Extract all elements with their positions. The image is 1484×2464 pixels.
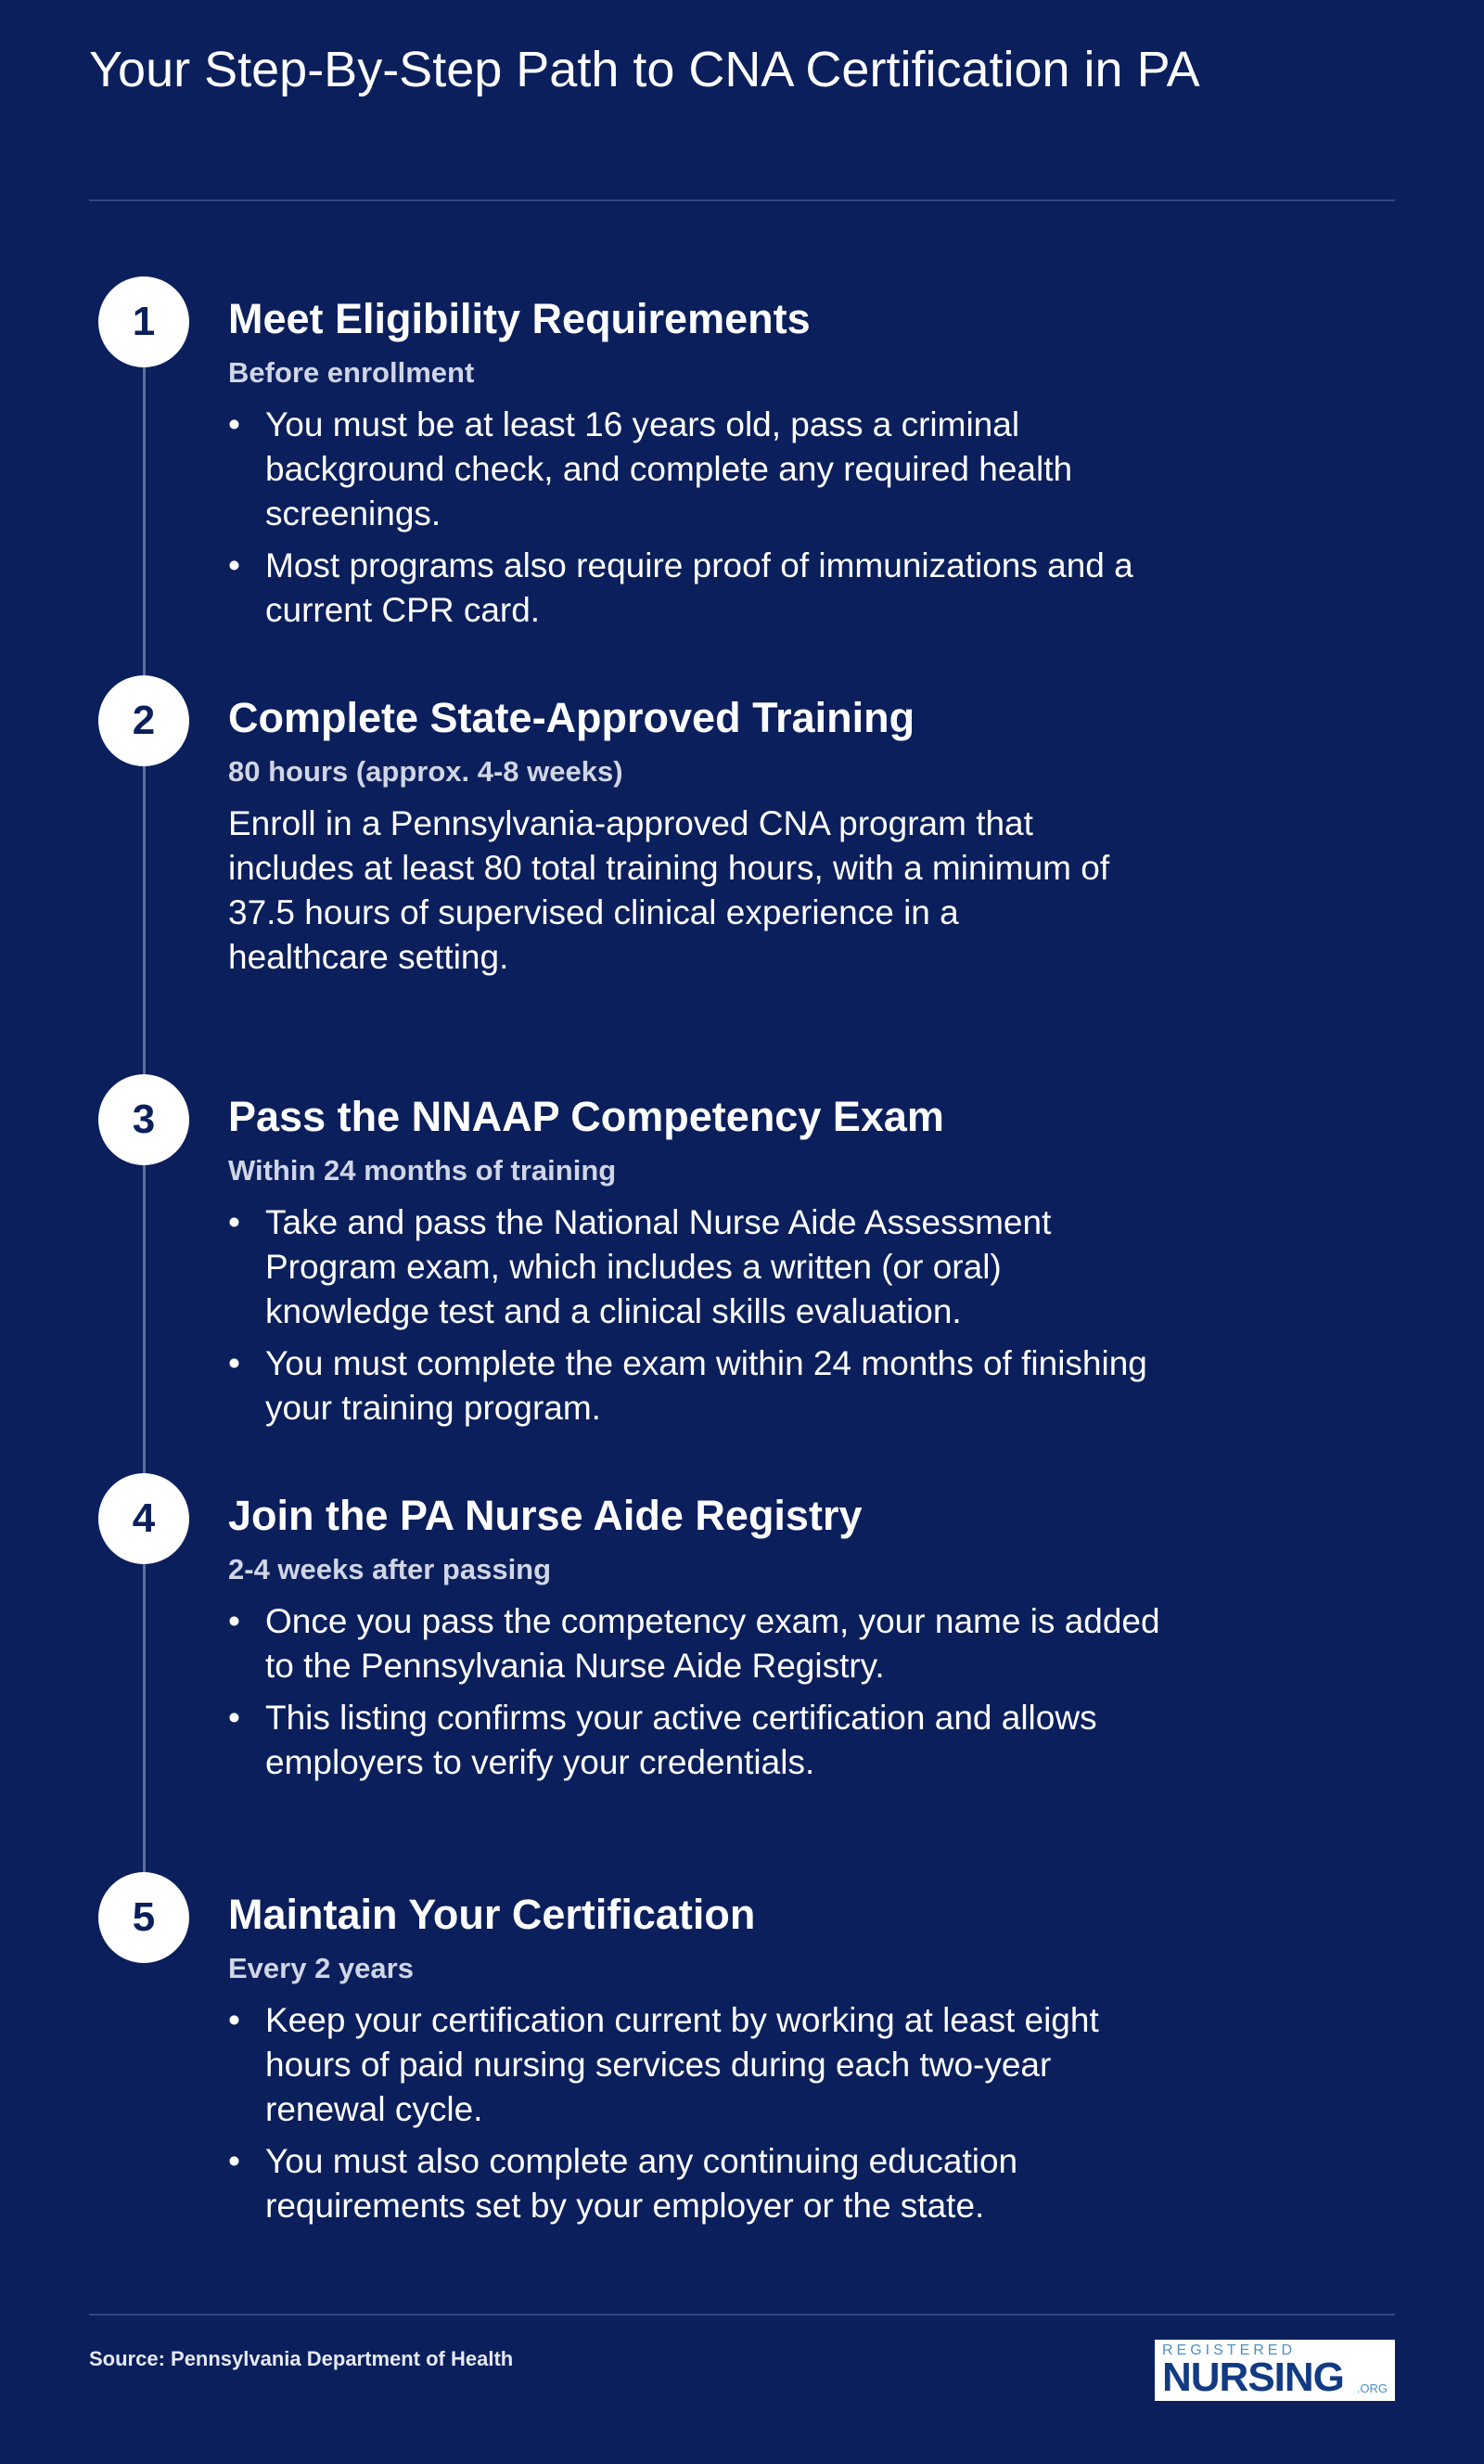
logo-suffix-text: .ORG — [1356, 2381, 1388, 2395]
step-body — [228, 403, 1165, 640]
step-body — [228, 1599, 1165, 1792]
list-item: • You must also complete any continuing education requirements set by your employer or the state. — [228, 2139, 1165, 2228]
step-number-badge: 4 — [98, 1473, 189, 1564]
list-item: • You must be at least 16 years old, pass a criminal background check, and complete any required health screenings. — [228, 403, 1165, 536]
list-item: • You must complete the exam within 24 months of finishing your training program. — [228, 1341, 1165, 1431]
bullet-list — [228, 403, 1165, 633]
logo-main-text: NURSING — [1162, 2355, 1344, 2400]
list-item: • Once you pass the competency exam, your name is added to the Pennsylvania Nurse Aide Registry. — [228, 1599, 1165, 1688]
step-subtitle: Before enrollment — [228, 356, 475, 389]
list-item: • This listing confirms your active certification and allows employers to verify your credentials. — [228, 1696, 1165, 1785]
step-title: Maintain Your Certification — [228, 1891, 756, 1938]
step-title: Pass the NNAAP Competency Exam — [228, 1093, 944, 1140]
step-number-badge: 1 — [98, 276, 189, 367]
step-number-badge: 2 — [98, 675, 189, 766]
step-title: Meet Eligibility Requirements — [228, 295, 811, 342]
source-credit: Source: Pennsylvania Department of Health — [89, 2347, 514, 2370]
bullet-list — [228, 1599, 1165, 1785]
step-description: Enroll in a Pennsylvania-approved CNA program that includes at least 80 total training hours, with a minimum of 37.5 hours of supervised clinical experience in a healthcare setting. — [228, 804, 1110, 976]
step-body — [228, 1998, 1165, 2236]
bullet-list — [228, 1998, 1165, 2228]
step-number-badge: 5 — [98, 1872, 189, 1963]
step-subtitle: Every 2 years — [228, 1952, 414, 1984]
step-title: Join the PA Nurse Aide Registry — [228, 1492, 863, 1539]
footer-divider — [89, 2314, 1395, 2316]
step-number-badge: 3 — [98, 1074, 189, 1165]
registered-nursing-logo — [1155, 2340, 1395, 2401]
step-body — [228, 802, 1165, 980]
header-divider — [89, 199, 1395, 201]
step-subtitle: Within 24 months of training — [228, 1154, 617, 1187]
step-subtitle: 80 hours (approx. 4-8 weeks) — [228, 755, 623, 788]
logo-top-text: REGISTERED — [1162, 2342, 1297, 2358]
step-title: Complete State-Approved Training — [228, 694, 915, 741]
list-item: • Keep your certification current by working at least eight hours of paid nursing services during each two-year renewal cycle. — [228, 1998, 1165, 2132]
bullet-list — [228, 1200, 1165, 1431]
page-title: Your Step-By-Step Path to CNA Certification in PA — [89, 42, 1200, 97]
step-subtitle: 2-4 weeks after passing — [228, 1553, 552, 1585]
step-body — [228, 1200, 1165, 1438]
list-item: • Most programs also require proof of immunizations and a current CPR card. — [228, 544, 1165, 633]
list-item: • Take and pass the National Nurse Aide Assessment Program exam, which includes a written (or oral) knowledge test and a clinical skills evaluation. — [228, 1200, 1165, 1334]
